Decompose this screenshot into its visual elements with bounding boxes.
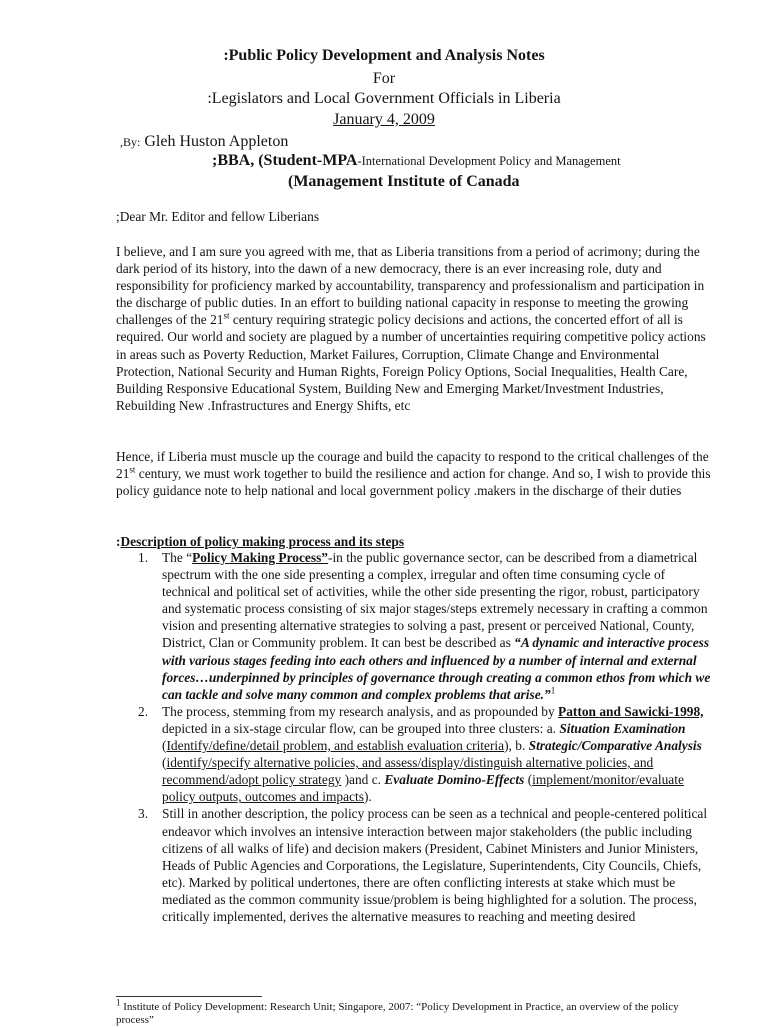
institute: (Management Institute of Canada [288, 173, 520, 190]
footnote [116, 997, 716, 1027]
item1-text-a: The “ [162, 550, 193, 565]
cluster-b-text: identify/specify alternative policies, and assess/display/distinguish alternative policies, and recommend/adopt policy strategy [162, 755, 654, 788]
item2-authors: Patton and Sawicki-1998, [558, 703, 704, 719]
byline [120, 133, 288, 151]
intro-text-a: I believe, and I am sure you agreed with me, that as Liberia transitions from a period of acrimony; during the dark period of its history, into the dawn of a new democracy, there is an ever increasing role, duty and responsibility for proficiency marked by accountability, transparency and professionalism and participation in the discharge of public duties. In an effort to building national capacity in response to meeting the growing challenges of the 21 [116, 244, 705, 328]
item2-text-d: )and c. [341, 772, 385, 788]
intro-paragraph [116, 243, 714, 414]
footnote-divider [116, 996, 262, 997]
salutation: ;Dear Mr. Editor and fellow Liberians [116, 209, 320, 224]
second-paragraph [116, 448, 714, 499]
for-line: For [372, 70, 396, 87]
section-heading-text: Description of policy making process and its steps [120, 534, 405, 549]
credentials-degree: ;BBA, (Student-MPA [212, 152, 358, 169]
item1-quote: “A dynamic and interactive process with various stages feeding into each others and influenced by a number of internal and external forces…underpinned by principles of governance through creating a common ethos from which we can tackle and solve many common and complex problems that arise.” [162, 635, 711, 702]
section-heading-prefix: : [116, 534, 121, 549]
credentials-program: -International Development Policy and Management [357, 154, 621, 168]
intro-text-b: century requiring strategic policy decisions and actions, the concerted effort of all is required. Our world and society are plagued by a number of uncertainties requiring competitive policy actions in areas such as Poverty Reduction, Market Failures, Corruption, Climate Change and Environmental Protection, National Security and Human Rights, Foreign Policy Options, Social Inequalities, Health Care, Building Responsive Educational System, Building New and Emerging Market/Investment Industries, Rebuilding New .Infrastructures and Energy Shifts, etc [116, 312, 706, 413]
author-name: Gleh Huston Appleton [144, 133, 289, 150]
section-heading [116, 533, 714, 550]
cluster-b-label: Strategic/Comparative Analysis [528, 738, 702, 754]
item1-term: Policy Making Process” [192, 550, 328, 565]
date: January 4, 2009 [333, 111, 435, 128]
steps-list [116, 549, 716, 925]
intro-sup: st [223, 310, 230, 321]
list-item [116, 549, 716, 703]
item1-text-b: -in the public governance sector, can be described from a diametrical spectrum with the one side presenting a complex, irregular and often time consuming cycle of technical and political set of activities, while the other side presenting the rigor, robust, participatory and systematic process consisting of six major stages/steps extremely necessary in crafting a common vision and presenting alternative strategies to solving a past, present or perceived National, County, District, Clan or Community problem. It can best be described as [162, 550, 708, 651]
item2-text-c: ), b. [504, 738, 529, 754]
cluster-a-text: Identify/define/detail problem, and establish evaluation criteria [166, 738, 505, 754]
document-title: :Public Policy Development and Analysis Notes [223, 47, 545, 64]
item3-text: Still in another description, the policy process can be seen as a technical and people-centered political endeavor which involves an intensive interaction between major stakeholders (the public including citizens of all walks of life) and decision makers (President, Cabinet Ministers and Junior Ministers, Heads of Public Agencies and Corporations, the Legislature, Superintendents, City Councils, Chiefs, etc). Marked by political undertones, there are often conflicting interests at stake which must be mediated as the common community issue/problem is being highlighted for a solution. The process, critically implemented, derives the alternative measures to reaching and meeting desired [162, 806, 708, 924]
list-number: 3. [138, 806, 149, 822]
footnote-mark: 1 [116, 997, 121, 1008]
list-item: 2. The process, stemming from my research analysis, and as propounded by Patton and Sawicki-1998, depicted in a six-stage circular flow, can be grouped into three clusters: a. Situation Examination (Identify/define/detail problem, and establish evaluation criteria), b. Strategic/Comparative Analysis (identify/specify alternative policies, and assess/display/distinguish alternative policies, and recommend/adopt policy strategy )and c. Evaluate Domino-Effects (implement/monitor/evaluate policy outputs, outcomes and impacts). [138, 703, 704, 805]
cluster-c-text: implement/monitor/evaluate policy outputs, outcomes and impacts [162, 772, 684, 805]
credentials [212, 152, 621, 170]
cluster-a-label: Situation Examination [559, 720, 686, 736]
audience-line: :Legislators and Local Government Officials in Liberia [207, 90, 561, 107]
list-item [116, 805, 716, 925]
by-prefix: ,By: [120, 135, 141, 149]
item2-text-e: ). [363, 789, 372, 805]
item2-text-a: The process, stemming from my research analysis, and as propounded by [162, 703, 559, 719]
second-text-a: Hence, if Liberia must muscle up the courage and build the capacity to respond to the critical challenges of the 21 [116, 449, 709, 482]
cluster-c-label: Evaluate Domino-Effects [384, 772, 525, 788]
second-text-b: century, we must work together to build the resilience and action for change. And so, I wish to provide this policy guidance note to help national and local government policy .makers in the discharge of their duties [116, 466, 711, 499]
list-number: 1. [138, 550, 149, 565]
item2-text-b: depicted in a six-stage circular flow, can be grouped into three clusters: a. [162, 720, 560, 736]
date-line [0, 111, 768, 129]
list-number: 2. [138, 703, 149, 719]
second-sup: st [129, 464, 136, 475]
footnote-ref: 1 [550, 685, 556, 696]
footnote-text: Institute of Policy Development: Research Unit; Singapore, 2007: “Policy Development in Practice, an overview of the policy process” [116, 1001, 679, 1026]
